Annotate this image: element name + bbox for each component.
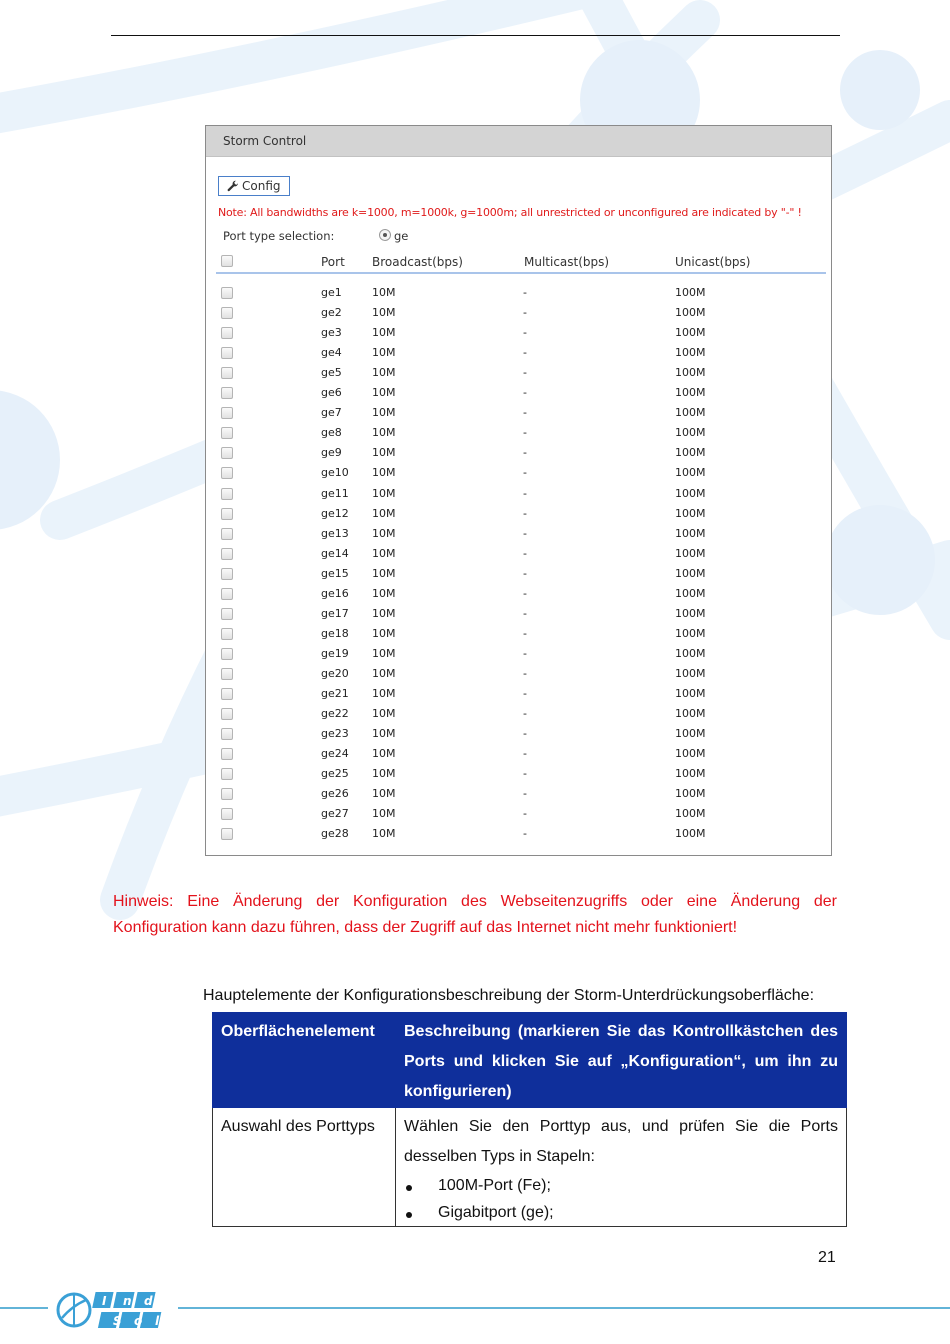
- header-description: Beschreibung (markieren Sie das Kontrollkästchen des Ports und klicken Sie auf „Konfiguration“, um ihn zu konfigurieren): [396, 1013, 847, 1108]
- cell-unicast: 100M: [675, 646, 706, 660]
- row-checkbox[interactable]: [221, 327, 233, 339]
- cell-multicast: -: [523, 827, 527, 841]
- config-button[interactable]: [218, 176, 290, 196]
- table-row: [206, 564, 831, 584]
- cell-multicast: -: [523, 306, 527, 320]
- list-item: Gigabitport (ge);: [404, 1199, 838, 1226]
- bandwidth-note: Note: All bandwidths are k=1000, m=1000k, g=1000m; all unrestricted or unconfigured are indicated by "-" !: [218, 206, 802, 219]
- table-row: [206, 343, 831, 363]
- cell-broadcast: 10M: [372, 646, 396, 660]
- cell-multicast: -: [523, 666, 527, 680]
- table-row: [206, 684, 831, 704]
- cell-broadcast: 10M: [372, 747, 396, 761]
- cell-port: ge1: [321, 286, 342, 299]
- page-number: 21: [818, 1249, 836, 1266]
- cell-multicast: -: [523, 466, 527, 480]
- cell-broadcast: 10M: [372, 426, 396, 440]
- row-checkbox[interactable]: [221, 488, 233, 500]
- row-checkbox[interactable]: [221, 568, 233, 580]
- cell-port: ge12: [321, 506, 349, 520]
- row-checkbox[interactable]: [221, 668, 233, 680]
- cell-broadcast: 10M: [372, 687, 396, 700]
- row-checkbox[interactable]: [221, 347, 233, 359]
- cell-port: ge4: [321, 346, 342, 360]
- cell-broadcast: 10M: [372, 727, 396, 741]
- row-description-text: Wählen Sie den Porttyp aus, und prüfen Sie die Ports desselben Typs in Stapeln:: [404, 1118, 838, 1165]
- select-all-checkbox[interactable]: [221, 255, 233, 267]
- cell-multicast: -: [523, 566, 527, 580]
- cell-port: ge5: [321, 366, 342, 380]
- table-row: [206, 544, 831, 564]
- cell-port: ge13: [321, 526, 349, 540]
- list-item: 100M-Port (Fe);: [404, 1172, 838, 1199]
- cell-broadcast: 10M: [372, 346, 396, 360]
- cell-multicast: -: [523, 326, 527, 340]
- svg-text:o: o: [134, 1314, 143, 1328]
- cell-unicast: 100M: [675, 366, 706, 380]
- cell-multicast: -: [523, 626, 527, 640]
- cell-broadcast: 10M: [372, 486, 396, 500]
- cell-broadcast: 10M: [372, 566, 396, 580]
- row-checkbox[interactable]: [221, 307, 233, 319]
- cell-broadcast: 10M: [372, 827, 396, 841]
- row-checkbox[interactable]: [221, 528, 233, 540]
- table-row: [206, 604, 831, 624]
- cell-multicast: -: [523, 707, 527, 721]
- table-header: [216, 252, 826, 274]
- row-checkbox[interactable]: [221, 628, 233, 640]
- row-checkbox[interactable]: [221, 588, 233, 600]
- row-checkbox[interactable]: [221, 648, 233, 660]
- cell-multicast: -: [523, 767, 527, 781]
- table-row: [206, 363, 831, 383]
- cell-multicast: -: [523, 526, 527, 540]
- cell-unicast: 100M: [675, 326, 706, 340]
- cell-unicast: 100M: [675, 666, 706, 680]
- cell-broadcast: 10M: [372, 526, 396, 540]
- row-checkbox[interactable]: [221, 688, 233, 700]
- cell-port: ge14: [321, 546, 349, 560]
- row-checkbox[interactable]: [221, 548, 233, 560]
- cell-multicast: -: [523, 406, 527, 420]
- row-checkbox[interactable]: [221, 447, 233, 459]
- cell-port: ge21: [321, 687, 349, 700]
- description-table: [212, 1012, 847, 1227]
- table-row: [206, 463, 831, 483]
- cell-unicast: 100M: [675, 807, 706, 821]
- cell-unicast: 100M: [675, 546, 706, 560]
- cell-port: ge16: [321, 586, 349, 600]
- cell-broadcast: 10M: [372, 626, 396, 640]
- cell-port: ge18: [321, 626, 349, 640]
- cell-unicast: 100M: [675, 386, 706, 400]
- row-checkbox[interactable]: [221, 788, 233, 800]
- cell-broadcast: 10M: [372, 406, 396, 420]
- cell-port: ge10: [321, 466, 349, 480]
- svg-text:n: n: [123, 1294, 132, 1308]
- cell-unicast: 100M: [675, 707, 706, 721]
- table-row: [206, 484, 831, 504]
- cell-port: ge25: [321, 767, 349, 781]
- cell-port: ge23: [321, 727, 349, 741]
- table-row: [206, 303, 831, 323]
- table-row: [206, 644, 831, 664]
- table-row: [206, 784, 831, 804]
- cell-multicast: -: [523, 646, 527, 660]
- row-checkbox[interactable]: [221, 407, 233, 419]
- indusol-logo: [56, 1290, 168, 1330]
- cell-port: ge9: [321, 446, 342, 460]
- cell-unicast: 100M: [675, 506, 706, 520]
- table-row: [206, 824, 831, 844]
- port-type-label: Port type selection:: [223, 229, 335, 243]
- table-row: [206, 704, 831, 724]
- cell-port: ge19: [321, 646, 349, 660]
- cell-broadcast: 10M: [372, 326, 396, 340]
- cell-broadcast: 10M: [372, 366, 396, 380]
- header-element: Oberflächenelement: [213, 1013, 396, 1108]
- table-row: [206, 624, 831, 644]
- cell-unicast: 100M: [675, 747, 706, 761]
- col-header-multicast: Multicast(bps): [524, 255, 610, 269]
- cell-unicast: 100M: [675, 426, 706, 440]
- row-checkbox[interactable]: [221, 828, 233, 840]
- cell-unicast: 100M: [675, 566, 706, 580]
- cell-multicast: -: [523, 346, 527, 360]
- cell-unicast: 100M: [675, 626, 706, 640]
- cell-port: ge6: [321, 386, 342, 400]
- cell-port: ge3: [321, 326, 342, 340]
- table-caption: Hauptelemente der Konfigurationsbeschreibung der Storm-Unterdrückungsoberfläche:: [203, 987, 815, 1004]
- row-checkbox[interactable]: [221, 367, 233, 379]
- row-checkbox[interactable]: [221, 608, 233, 620]
- table-row: [206, 283, 831, 303]
- row-checkbox[interactable]: [221, 808, 233, 820]
- cell-port: ge22: [321, 707, 349, 721]
- cell-unicast: 100M: [675, 586, 706, 600]
- cell-multicast: -: [523, 747, 527, 761]
- cell-multicast: -: [523, 446, 527, 460]
- svg-text:d: d: [144, 1294, 153, 1308]
- cell-multicast: -: [523, 687, 527, 700]
- cell-broadcast: 10M: [372, 787, 396, 801]
- row-description: [396, 1108, 847, 1227]
- cell-port: ge8: [321, 426, 342, 440]
- cell-broadcast: 10M: [372, 386, 396, 400]
- cell-port: ge27: [321, 807, 349, 821]
- description-table-header: [213, 1013, 847, 1108]
- cell-unicast: 100M: [675, 606, 706, 620]
- cell-unicast: 100M: [675, 687, 706, 700]
- row-checkbox[interactable]: [221, 467, 233, 479]
- row-checkbox[interactable]: [221, 708, 233, 720]
- cell-unicast: 100M: [675, 767, 706, 781]
- cell-multicast: -: [523, 286, 527, 299]
- row-element: Auswahl des Porttyps: [213, 1108, 396, 1227]
- cell-port: ge17: [321, 606, 349, 620]
- cell-port: ge26: [321, 787, 349, 801]
- cell-multicast: -: [523, 586, 527, 600]
- svg-text:l: l: [155, 1314, 160, 1328]
- cell-broadcast: 10M: [372, 306, 396, 320]
- row-checkbox[interactable]: [221, 287, 233, 299]
- table-row: [206, 744, 831, 764]
- table-row: [206, 403, 831, 423]
- table-row: [206, 664, 831, 684]
- cell-unicast: 100M: [675, 526, 706, 540]
- cell-port: ge2: [321, 306, 342, 320]
- table-row: [206, 764, 831, 784]
- cell-multicast: -: [523, 426, 527, 440]
- row-checkbox[interactable]: [221, 427, 233, 439]
- col-header-broadcast: Broadcast(bps): [372, 255, 463, 269]
- storm-control-panel: [205, 125, 832, 856]
- cell-broadcast: 10M: [372, 466, 396, 480]
- col-header-unicast: Unicast(bps): [675, 255, 751, 269]
- cell-multicast: -: [523, 546, 527, 560]
- cell-unicast: 100M: [675, 446, 706, 460]
- cell-multicast: -: [523, 386, 527, 400]
- table-row: [206, 383, 831, 403]
- cell-broadcast: 10M: [372, 606, 396, 620]
- svg-text:I: I: [102, 1294, 107, 1308]
- cell-broadcast: 10M: [372, 506, 396, 520]
- svg-text:S: S: [113, 1314, 122, 1328]
- cell-port: ge7: [321, 406, 342, 420]
- table-row: [206, 584, 831, 604]
- cell-multicast: -: [523, 727, 527, 741]
- table-row: [206, 804, 831, 824]
- cell-multicast: -: [523, 506, 527, 520]
- footer-rule-left: [0, 1307, 48, 1309]
- table-row: [206, 524, 831, 544]
- cell-port: ge20: [321, 666, 349, 680]
- port-type-radio-label: ge: [394, 229, 409, 243]
- cell-broadcast: 10M: [372, 586, 396, 600]
- cell-broadcast: 10M: [372, 807, 396, 821]
- row-checkbox[interactable]: [221, 748, 233, 760]
- row-checkbox[interactable]: [221, 728, 233, 740]
- table-row: [206, 423, 831, 443]
- table-row: [206, 724, 831, 744]
- cell-multicast: -: [523, 807, 527, 821]
- cell-multicast: -: [523, 486, 527, 500]
- cell-unicast: 100M: [675, 406, 706, 420]
- cell-unicast: 100M: [675, 727, 706, 741]
- warning-note: Hinweis: Eine Änderung der Konfiguration des Webseitenzugriffs oder eine Änderung der Konfiguration kann dazu führen, dass der Zugriff auf das Internet nicht mehr funktioniert!: [113, 893, 837, 936]
- cell-port: ge24: [321, 747, 349, 761]
- top-rule: [111, 35, 840, 36]
- panel-title: Storm Control: [223, 134, 307, 148]
- cell-port: ge15: [321, 566, 349, 580]
- footer-rule-right: [178, 1307, 950, 1309]
- cell-multicast: -: [523, 606, 527, 620]
- cell-unicast: 100M: [675, 787, 706, 801]
- cell-multicast: -: [523, 787, 527, 801]
- wrench-icon: [227, 180, 239, 192]
- cell-unicast: 100M: [675, 346, 706, 360]
- col-header-port: Port: [321, 255, 345, 269]
- table-row: [206, 443, 831, 463]
- row-checkbox[interactable]: [221, 768, 233, 780]
- cell-port: ge28: [321, 827, 349, 841]
- port-type-radio-ge[interactable]: [379, 229, 391, 241]
- row-checkbox[interactable]: [221, 508, 233, 520]
- cell-broadcast: 10M: [372, 286, 396, 299]
- bullet-list: [404, 1172, 838, 1226]
- cell-unicast: 100M: [675, 486, 706, 500]
- cell-multicast: -: [523, 366, 527, 380]
- cell-unicast: 100M: [675, 827, 706, 841]
- config-button-label: Config: [242, 179, 281, 193]
- table-row: [213, 1108, 847, 1227]
- cell-broadcast: 10M: [372, 546, 396, 560]
- cell-unicast: 100M: [675, 466, 706, 480]
- cell-broadcast: 10M: [372, 767, 396, 781]
- table-row: [206, 504, 831, 524]
- cell-port: ge11: [321, 486, 349, 500]
- cell-unicast: 100M: [675, 306, 706, 320]
- cell-broadcast: 10M: [372, 666, 396, 680]
- cell-unicast: 100M: [675, 286, 706, 299]
- cell-broadcast: 10M: [372, 707, 396, 721]
- table-row: [206, 323, 831, 343]
- row-checkbox[interactable]: [221, 387, 233, 399]
- cell-broadcast: 10M: [372, 446, 396, 460]
